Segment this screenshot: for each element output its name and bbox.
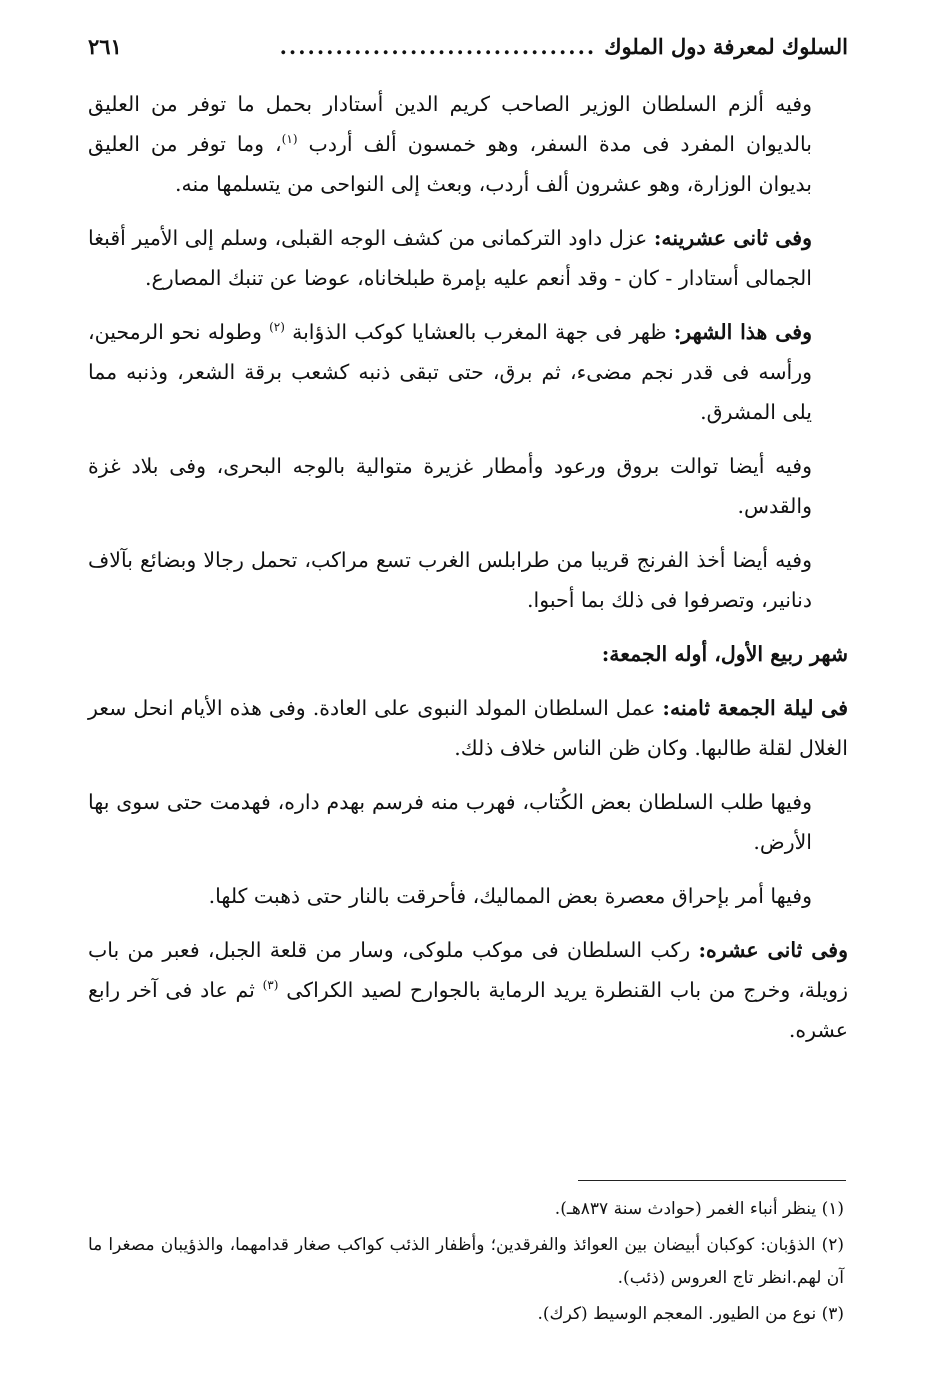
paragraph-text-cont: ثم عاد فى آخر رابع عشره. — [88, 978, 848, 1042]
paragraph-text: عزل داود التركمانى من كشف الوجه القبلى، وسلم إلى الأمير أقبغا الجمالى أستادار - كان - وقد أنعم عليه بإمرة طبلخاناه، عوضا عن تنبك المصارع. — [88, 226, 812, 290]
footnote-ref-2: (٢) — [269, 320, 285, 335]
paragraph-lead: وفى هذا الشهر: — [673, 320, 812, 344]
footnote-rule — [578, 1180, 846, 1181]
paragraph-7 — [88, 782, 848, 862]
paragraph-4 — [88, 446, 848, 526]
paragraph-text: وفيه ألزم السلطان الوزير الصاحب كريم الدين أستادار بحمل ما توفر من العليق بالديوان المفرد فى مدة السفر، وهو خمسون ألف أردب — [88, 92, 813, 156]
paragraph-text: وفيها أمر بإحراق معصرة بعض المماليك، فأحرقت بالنار حتى ذهبت كلها. — [208, 884, 812, 908]
paragraph-text-cont: ، وما توفر من العليق بديوان الوزارة، وهو عشرون ألف أردب، وبعث إلى النواحى من يتسلمها منه. — [88, 132, 812, 196]
paragraph-2 — [88, 218, 848, 298]
paragraph-text: ركب السلطان فى موكب ملوكى، وسار من قلعة الجبل، فعبر من باب زويلة، وخرج من باب القنطرة يريد الرماية بالجوارح لصيد الكراكى — [88, 938, 848, 1002]
month-heading: شهر ربيع الأول، أوله الجمعة: — [601, 642, 848, 666]
footnote-ref-3: (٣) — [262, 978, 279, 993]
paragraph-lead: وفى ثانى عشرينه: — [653, 226, 813, 250]
paragraph-text-cont: وطوله نحو الرمحين، ورأسه فى قدر نجم مضىء، ثم برق، حتى تبقى ذنبه كشعب برقة الشعر، وذنبه مما يلى المشرق. — [88, 320, 812, 424]
paragraph-5 — [88, 540, 848, 620]
paragraph-6 — [88, 688, 848, 768]
paragraph-text: عمل السلطان المولد النبوى على العادة. وفى هذه الأيام انحل سعر الغلال لقلة طالبها. وكان ظن الناس خلاف ذلك. — [88, 696, 848, 760]
body-text — [88, 84, 848, 1050]
paragraph-3 — [88, 312, 848, 432]
dot-leader: .................................. — [279, 34, 597, 59]
page-number: ٢٦١ — [88, 34, 122, 59]
footnote-1: (١) ينظر أنباء الغمر (حوادث سنة ٨٣٧هـ). — [554, 1199, 844, 1219]
footnote-3: (٣) نوع من الطيور. المعجم الوسيط (كرك). — [537, 1304, 844, 1324]
paragraph-1 — [88, 84, 848, 204]
paragraph-text: وفيه أيضا أخذ الفرنج قريبا من طرابلس الغرب تسع مراكب، تحمل رجالا وبضائع بآلاف دنانير، وتصرفوا فى ذلك بما أحبوا. — [88, 548, 812, 612]
footnote-2: (٢) الذؤبان: كوكبان أبيضان بين العوائذ والفرقدين؛ وأظفار الذئب كواكب صغار قدامهما، والذؤيبان مصغرا ما آن لهم.انظر تاج العروس (ذئب). — [88, 1235, 844, 1288]
paragraph-lead: فى ليلة الجمعة ثامنه: — [662, 696, 848, 720]
running-title: السلوك لمعرفة دول الملوك — [604, 34, 848, 59]
paragraph-9 — [88, 930, 848, 1050]
running-head — [88, 34, 848, 84]
paragraph-text: ظهر فى جهة المغرب بالعشايا كوكب الذؤابة — [292, 320, 674, 344]
paragraph-lead: وفى ثانى عشره: — [698, 938, 848, 962]
paragraph-text: وفيها طلب السلطان بعض الكُتاب، فهرب منه فرسم بهدم داره، فهدمت حتى سوى بها الأرض. — [88, 790, 812, 854]
page — [88, 34, 848, 1064]
footnotes — [88, 1193, 844, 1334]
paragraph-text: وفيه أيضا توالت بروق ورعود وأمطار غزيرة متوالية بالوجه البحرى، وفى بلاد غزة والقدس. — [88, 454, 812, 518]
paragraph-8 — [88, 876, 848, 916]
footnote-ref-1: (١) — [281, 132, 298, 147]
